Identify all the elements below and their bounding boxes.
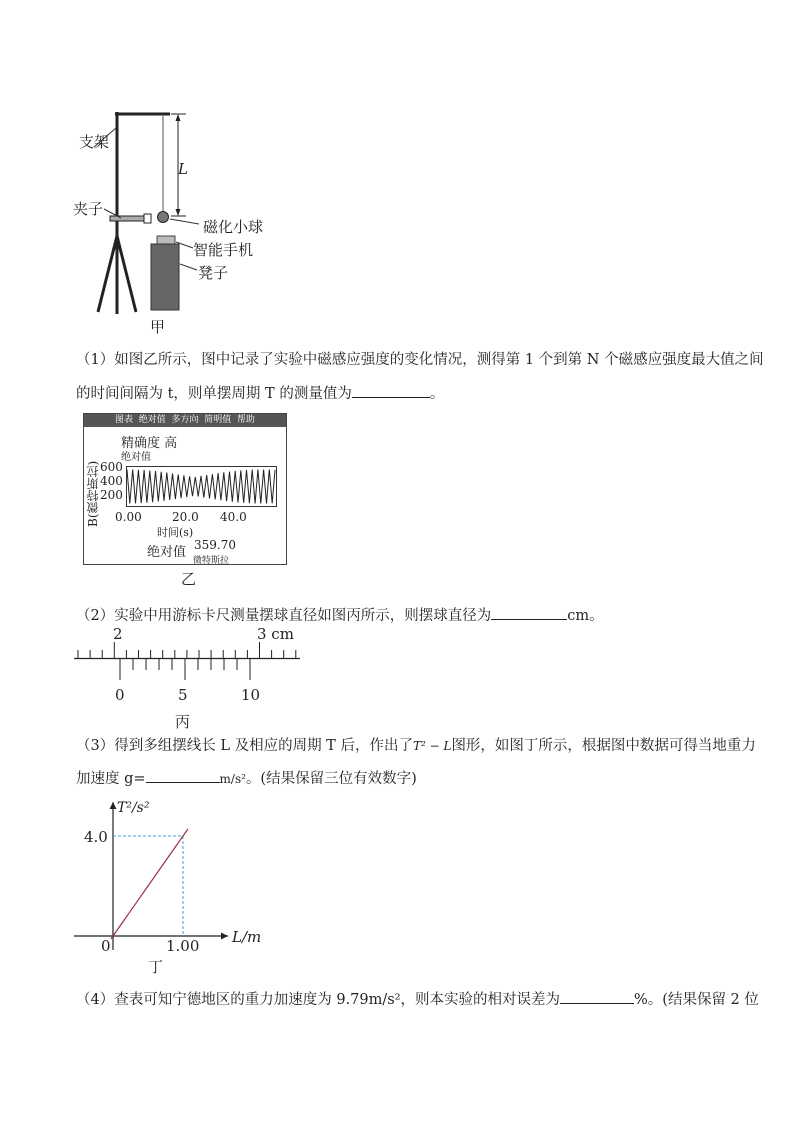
- answer-blank-3[interactable]: [146, 767, 220, 783]
- question-3-text-cont: 图形，如图丁所示，根据图中数据可得当地重力: [451, 738, 756, 754]
- pendulum-apparatus-drawing: [0, 0, 793, 340]
- stand-label: 支架: [79, 133, 110, 151]
- b-field-waveform-line: [127, 470, 275, 504]
- series-line-t2-l: [111, 829, 188, 939]
- question-3-line-2: [76, 767, 417, 789]
- answer-blank-4[interactable]: [560, 988, 634, 1004]
- answer-blank-2[interactable]: [491, 604, 567, 620]
- abs-value-label: 绝对值: [121, 452, 151, 463]
- vernier-scale-ticks: [120, 659, 250, 680]
- question-3-text: （3）得到多组摆线长 L 及相应的周期 T 后，作出了: [76, 738, 413, 754]
- time-axis-label: 时间(s): [157, 526, 194, 539]
- smartphone-label: 智能手机: [193, 241, 254, 259]
- stool-label: 凳子: [198, 264, 229, 282]
- reading-label: 绝对值: [147, 545, 187, 560]
- precision-label: 精确度 高: [121, 436, 178, 451]
- main-scale-ticks: [78, 642, 296, 658]
- vernier-label-10: 10: [241, 686, 261, 704]
- chart-x-label: L/m: [232, 928, 262, 946]
- vernier-label-5: 5: [178, 686, 188, 704]
- question-3-prefix: 加速度 g=: [76, 771, 146, 787]
- magnetized-ball-label: 磁化小球: [203, 218, 264, 236]
- question-2-end: cm。: [567, 608, 604, 624]
- question-3-end: 。(结果保留三位有效数字): [245, 771, 417, 787]
- question-4-end: %。(结果保留 2 位: [634, 992, 759, 1008]
- answer-blank-1[interactable]: [352, 382, 430, 398]
- chart-y-tick-4: 4.0: [84, 828, 108, 846]
- question-4-text: （4）查表可知宁德地区的重力加速度为 9.79m/s²，则本实验的相对误差为: [76, 992, 561, 1008]
- y-tick-600: 600: [100, 460, 123, 474]
- question-1-line-2: [76, 382, 444, 404]
- figure-jia-caption: 甲: [150, 318, 166, 336]
- reading-value: 359.70: [194, 538, 236, 552]
- question-1-line-1: （1）如图乙所示，图中记录了实验中磁感应强度的变化情况，测得第 1 个到第 N 个磁感应强度最大值之间: [76, 352, 764, 368]
- b-axis-label: B(微特斯拉): [86, 460, 100, 527]
- reading-unit: 微特斯拉: [193, 556, 230, 566]
- question-1-text: 的时间间隔为 t，则单摆周期 T 的测量值为: [76, 386, 352, 402]
- chart-y-label: T²/s²: [117, 800, 150, 816]
- figure-bing-caption: 丙: [175, 713, 191, 731]
- question-2-text: （2）实验中用游标卡尺测量摆球直径如图丙所示，则摆球直径为: [76, 608, 492, 624]
- chart-x-tick-0: 0: [101, 937, 111, 955]
- length-L-label: L: [178, 160, 188, 178]
- figure-ding-caption: 丁: [148, 958, 164, 976]
- vernier-label-0: 0: [115, 686, 125, 704]
- question-4-line: [76, 988, 759, 1010]
- y-tick-200: 200: [100, 488, 123, 502]
- y-tick-400: 400: [100, 474, 123, 488]
- x-tick-20: 20.0: [172, 510, 199, 524]
- figure-yi-caption: 乙: [181, 570, 197, 588]
- app-menu-bar: 图表 绝对值 多方向 简明值 帮助: [84, 414, 286, 427]
- question-1-end: 。: [429, 386, 445, 402]
- question-3-unit: m/s²: [219, 772, 246, 786]
- main-scale-label-3cm: 3 cm: [257, 625, 294, 643]
- x-tick-40: 40.0: [220, 510, 247, 524]
- main-scale-label-2: 2: [113, 625, 123, 643]
- b-field-waveform-plot: [126, 466, 278, 508]
- question-3-line-1: [76, 736, 756, 756]
- x-tick-0: 0.00: [115, 510, 142, 524]
- chart-x-tick-1: 1.00: [166, 937, 200, 955]
- t2-l-formula: T² − L: [412, 739, 452, 753]
- clamp-label: 夹子: [73, 200, 104, 218]
